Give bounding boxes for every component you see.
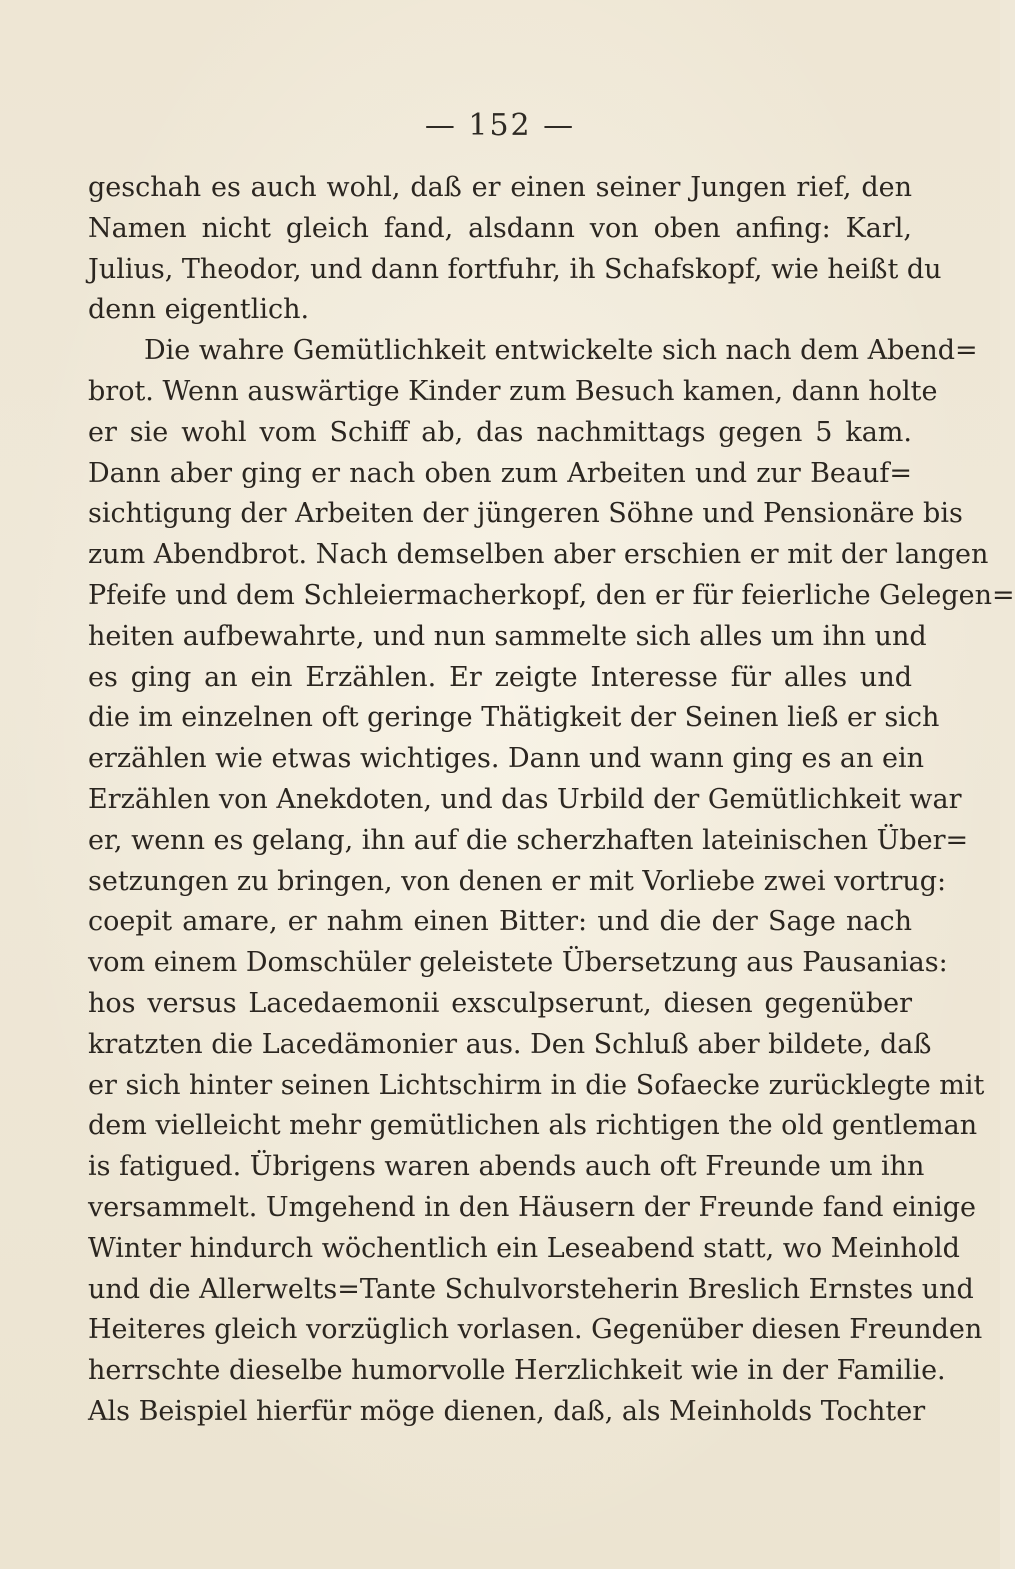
text-line: und die Allerwelts=Tante Schulvorsteherin Breslich Ernstes und — [88, 1273, 974, 1305]
page-number: — 152 — — [424, 108, 576, 143]
text-line: heiten aufbewahrte, und nun sammelte sich alles um ihn und — [88, 620, 927, 652]
text-line: setzungen zu bringen, von denen er mit Vorliebe zwei vortrug: — [88, 865, 947, 897]
text-line: Heiteres gleich vorzüglich vorlasen. Gegenüber diesen Freunden — [88, 1314, 983, 1346]
text-line: Julius, Theodor, und dann fortfuhr, ih Schafskopf, wie heißt du — [88, 253, 942, 285]
text-line: hos versus Lacedaemonii exsculpserunt, diesen gegenüber — [88, 987, 912, 1019]
text-line: sichtigung der Arbeiten der jüngeren Söhne und Pensionäre bis — [88, 498, 963, 530]
text-line: denn eigentlich. — [88, 294, 310, 326]
text-line: Die wahre Gemütlichkeit entwickelte sich nach dem Abend= — [144, 335, 978, 367]
text-line: Dann aber ging er nach oben zum Arbeiten und zur Beauf= — [88, 457, 912, 489]
text-line: es ging an ein Erzählen. Er zeigte Interesse für alles und — [88, 661, 912, 693]
text-line: vom einem Domschüler geleistete Übersetzung aus Pausanias: — [88, 947, 948, 979]
body-text — [88, 168, 1015, 1433]
text-line: kratzten die Lacedämonier aus. Den Schluß aber bildete, daß — [88, 1028, 932, 1060]
text-line: Pfeife und dem Schleiermacherkopf, den er für feierliche Gelegen= — [88, 579, 1015, 611]
text-line: Namen nicht gleich fand, alsdann von oben anfing: Karl, — [88, 212, 912, 244]
text-line: Als Beispiel hierfür möge dienen, daß, als Meinholds Tochter — [88, 1395, 926, 1427]
text-line: is fatigued. Übrigens waren abends auch oft Freunde um ihn — [88, 1151, 925, 1183]
text-line: brot. Wenn auswärtige Kinder zum Besuch kamen, dann holte — [88, 375, 938, 407]
text-line: herrschte dieselbe humorvolle Herzlichkeit wie in der Familie. — [88, 1355, 946, 1387]
text-line: versammelt. Umgehend in den Häusern der Freunde fand einige — [88, 1191, 976, 1223]
text-line: Winter hindurch wöchentlich ein Leseabend statt, wo Meinhold — [88, 1232, 960, 1264]
text-line: coepit amare, er nahm einen Bitter: und die der Sage nach — [88, 906, 912, 938]
text-line: geschah es auch wohl, daß er einen seiner Jungen rief, den — [88, 172, 912, 203]
text-line: die im einzelnen oft geringe Thätigkeit der Seinen ließ er sich — [88, 702, 940, 734]
text-line: dem vielleicht mehr gemütlichen als richtigen the old gentleman — [88, 1110, 978, 1142]
text-line: er sich hinter seinen Lichtschirm in die Sofaecke zurücklegte mit — [88, 1069, 985, 1101]
text-line: er sie wohl vom Schiff ab, das nachmittags gegen 5 kam. — [88, 416, 912, 448]
text-line: erzählen wie etwas wichtiges. Dann und wann ging es an ein — [88, 743, 924, 775]
text-line: Erzählen von Anekdoten, und das Urbild der Gemütlichkeit war — [88, 783, 962, 815]
text-line: er, wenn es gelang, ihn auf die scherzhaften lateinischen Über= — [88, 824, 969, 856]
text-line: zum Abendbrot. Nach demselben aber erschien er mit der langen — [88, 539, 989, 571]
